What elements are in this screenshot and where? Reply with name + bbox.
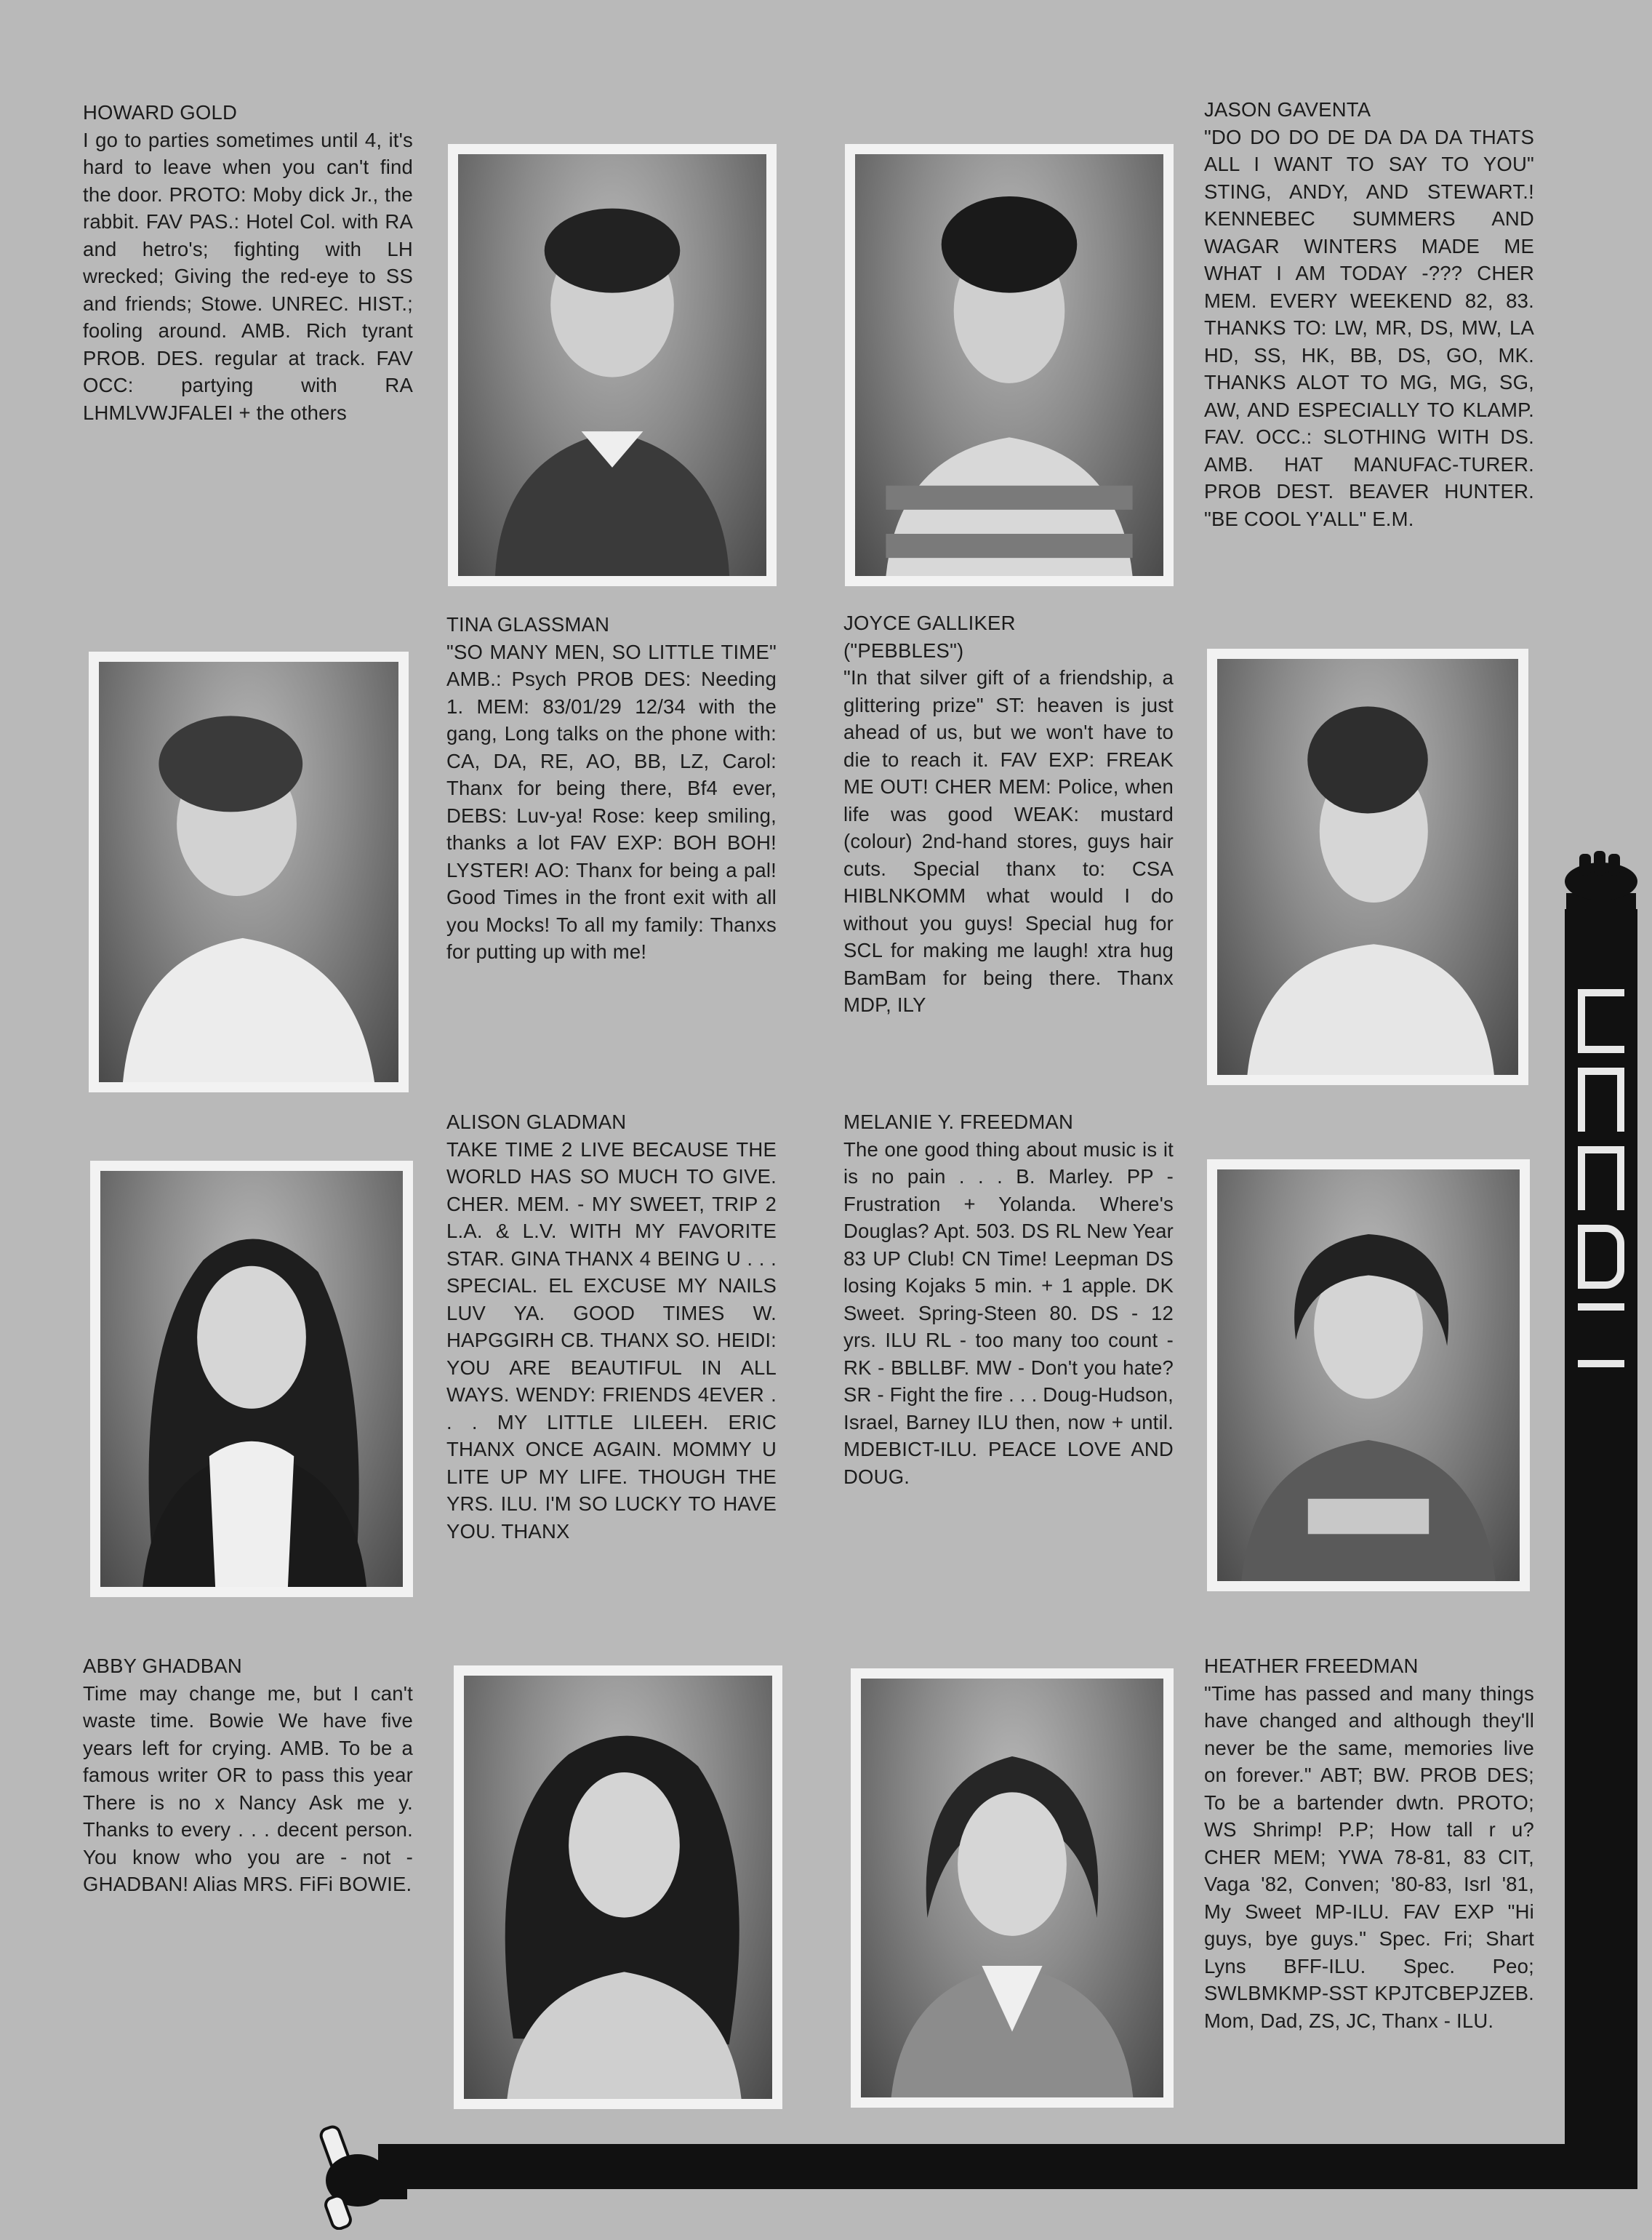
portrait-alison-gladman (90, 1161, 413, 1597)
portrait-jason-gaventa (845, 144, 1174, 586)
student-name: MELANIE Y. FREEDMAN (843, 1111, 1074, 1133)
bio-tina-glassman (446, 611, 777, 966)
bio-jason-gaventa (1204, 96, 1534, 532)
bio-howard-gold (83, 99, 413, 426)
portrait-joyce-galliker (1207, 649, 1528, 1085)
portrait-abby-ghadban (454, 1665, 782, 2109)
fist-holding-diploma-icon (313, 2121, 407, 2230)
student-quote: TAKE TIME 2 LIVE BECAUSE THE WORLD HAS SO MUCH TO GIVE. CHER. MEM. - MY SWEET, TRIP 2 L.A. & L.V. WITH MY FAVORITE STAR. GINA THANX 4 BEING U . . . SPECIAL. EL EXCUSE MY NAILS LUV YA. GOOD TIMES W. HAPGGIRH CB. THANX SO. HEIDI: YOU ARE BEAUTIFUL IN ALL WAYS. WENDY: FRIENDS 4EVER . . . MY LITTLE LILEEH. ERIC THANX ONCE AGAIN. MOMMY U LITE UP MY LIFE. THOUGH THE YRS. ILU. I'M SO LUCKY TO HAVE YOU. THANX (446, 1137, 777, 1543)
grads-letter (1578, 989, 1624, 1053)
bio-heather-freedman (1204, 1652, 1534, 2034)
grads-letter (1578, 1303, 1624, 1367)
portrait-tina-glassman (89, 652, 409, 1092)
student-nickname: ("PEBBLES") (843, 639, 964, 662)
bio-alison-gladman (446, 1108, 777, 1545)
portrait-howard-gold (448, 144, 777, 586)
student-quote: "SO MANY MEN, SO LITTLE TIME" AMB.: Psych PROB DES: Needing 1. MEM: 83/01/29 12/34 with the gang, Long talks on the phone with: CA, DA, RE, AO, BB, LZ, Carol: Thanx for being there, Bf4 ever, DEBS: Luv-ya! Rose: keep smiling, thanks a lot FAV EXP: BOH BOH! LYSTER! AO: Thanx for being a pal! Good Times in the front exit with all you Mocks! To all my family: Thanxs for putting up with me! (446, 640, 777, 963)
student-quote: "Time has passed and many things have changed and although they'll never be the same, memories live on forever." ABT; BW. PROB DES; To be a bartender dwtn. PROTO; WS Shrimp! P.P; How tall r u? CHER MEM; YWA 78-81, 83 CIT, Vaga '82, Conven; '80-83, Isrl '81, My Sweet MP-ILU. FAV EXP "Hi guys, bye guys." Spec. Fri; Shart Lyns BFF-ILU. Spec. Peo; SWLBMKMP-SST KPJTCBEPJZEB. Mom, Dad, ZS, JC, Thanx - ILU. (1204, 1681, 1534, 2032)
bio-abby-ghadban (83, 1652, 413, 1898)
grads-vertical-label (1565, 989, 1637, 1367)
student-name: TINA GLASSMAN (446, 613, 610, 636)
grads-letter (1578, 1068, 1624, 1132)
portrait-heather-freedman (851, 1668, 1174, 2108)
portrait-image (458, 154, 766, 576)
student-quote: I go to parties sometimes until 4, it's hard to leave when you can't find the door. PROTO: Moby dick Jr., the rabbit. FAV PAS.: Hotel Col. with RA and hetro's; fighting with LH wrecked; Giving the red-eye to SS and friends; Stowe. UNREC. HIST.; fooling around. AMB. Rich tyrant PROB. DES. regular at track. FAV OCC: partying with RA LHMLVWJFALEI + the others (83, 128, 413, 424)
student-quote: The one good thing about music is it is no pain . . . B. Marley. PP - Frustration + Yolanda. Where's Douglas? Apt. 503. DS RL New Year 83 UP Club! CN Time! Leepman DS losing Kojaks 5 min. + 1 apple. DK Sweet. Spring-Steen 80. DS - 12 yrs. ILU RL - too many too count - RK - BBLLBF. MW - Don't you hate? SR - Fight the fire . . . Doug-Hudson, Israel, Barney ILU then, now + until. MDEBICT-ILU. PEACE LOVE AND DOUG. (843, 1137, 1174, 1488)
grads-letter (1578, 1146, 1624, 1210)
bio-joyce-galliker (843, 609, 1174, 1019)
student-name: HEATHER FREEDMAN (1204, 1655, 1419, 1677)
student-quote: "In that silver gift of a friendship, a glittering prize" ST: heaven is just ahead of us, but we won't have to die to reach it. FAV EXP: FREAK ME OUT! CHER MEM: Police, when life was good WEAK: mustard (colour) 2nd-hand stores, guys hair cuts. Special thanx to: CSA HIBLNKOMM what would I do without you guys! Special hug for SCL for making me laugh! xtra hug BamBam for being there. Thanx MDP, ILY (843, 666, 1174, 1016)
student-name: JOYCE GALLIKER (843, 612, 1016, 634)
portrait-image (100, 1171, 403, 1587)
student-name: HOWARD GOLD (83, 101, 238, 124)
fist-icon (1550, 849, 1652, 922)
bio-melanie-freedman (843, 1108, 1174, 1490)
student-name: ALISON GLADMAN (446, 1111, 627, 1133)
portrait-image (1217, 659, 1518, 1075)
horizontal-border-bar (378, 2144, 1637, 2189)
portrait-image (861, 1679, 1163, 2097)
portrait-image (99, 662, 398, 1082)
student-quote: Time may change me, but I can't waste time. Bowie We have five years left for crying. AMB. To be a famous writer OR to pass this year There is no x Nancy Ask me y. Thanks to every . . . decent person. You know who you are - not - GHADBAN! Alias MRS. FiFi BOWIE. (83, 1681, 413, 1895)
portrait-image (464, 1676, 772, 2099)
student-quote: "DO DO DO DE DA DA DA THATS ALL I WANT TO SAY TO YOU" STING, ANDY, AND STEWART.! KENNEBEC SUMMERS AND WAGAR WINTERS MADE ME WHAT I AM TODAY -??? CHER MEM. EVERY WEEKEND 82, 83. THANKS TO: LW, MR, DS, MW, LA HD, SS, HK, BB, DS, GO, MK. THANKS ALOT TO MG, MG, SG, AW, AND ESPECIALLY TO KLAMP. FAV. OCC.: SLOTHING WITH DS. AMB. HAT MANUFAC-TURER. PROB DEST. BEAVER HUNTER. "BE COOL Y'ALL" E.M. (1204, 125, 1534, 530)
student-name: ABBY GHADBAN (83, 1655, 242, 1677)
portrait-melanie-freedman (1207, 1159, 1530, 1591)
student-name: JASON GAVENTA (1204, 98, 1371, 121)
portrait-image (1217, 1169, 1520, 1581)
portrait-image (855, 154, 1163, 576)
grads-letter (1578, 1225, 1624, 1289)
